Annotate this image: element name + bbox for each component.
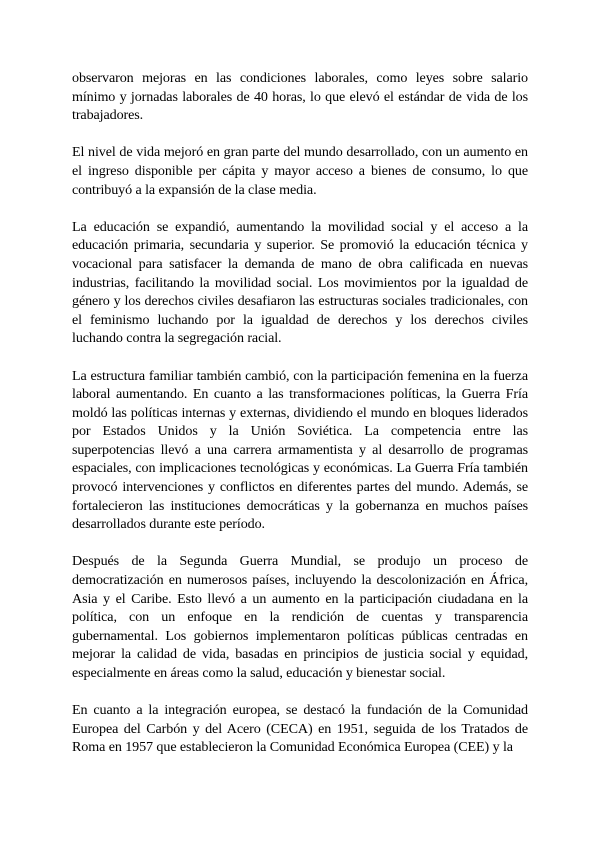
paragraph-4: La estructura familiar también cambió, con la participación femenina en la fuerza laboral aumentando. En cuanto a las transformaciones políticas, la Guerra Fría moldó las políticas internas y externas, dividiendo el mundo en bloques liderados por Estados Unidos y la Unión Soviética. La competencia entre las superpotencias llevó a una carrera armamentista y al desarrollo de programas espaciales, con implicaciones tecnológicas y económicas. La Guerra Fría también provocó intervenciones y conflictos en diferentes partes del mundo. Además, se fortalecieron las instituciones democráticas y la gobernanza en muchos países desarrollados durante este período. [72,367,528,533]
paragraph-5: Después de la Segunda Guerra Mundial, se produjo un proceso de democratización en numerosos países, incluyendo la descolonización en África, Asia y el Caribe. Esto llevó a un aumento en la participación ciudadana en la política, con un enfoque en la rendición de cuentas y transparencia gubernamental. Los gobiernos implementaron políticas públicas centradas en mejorar la calidad de vida, basadas en principios de justicia social y equidad, especialmente en áreas como la salud, educación y bienestar social. [72,553,528,681]
paragraph-6: En cuanto a la integración europea, se destacó la fundación de la Comunidad Europea del Carbón y del Acero (CECA) en 1951, seguida de los Tratados de Roma en 1957 que establecieron la Comunidad Económica Europea (CEE) y la [72,702,528,756]
paragraph-1: observaron mejoras en las condiciones laborales, como leyes sobre salario mínimo y jornadas laborales de 40 horas, lo que elevó el estándar de vida de los trabajadores. [72,70,528,124]
paragraph-3: La educación se expandió, aumentando la movilidad social y el acceso a la educación primaria, secundaria y superior. Se promovió la educación técnica y vocacional para satisfacer la demanda de mano de obra calificada en nuevas industrias, facilitando la movilidad social. Los movimientos por la igualdad de género y los derechos civiles desafiaron las estructuras sociales tradicionales, con el feminismo luchando por la igualdad de derechos y los derechos civiles luchando contra la segregación racial. [72,218,528,347]
paragraph-2: El nivel de vida mejoró en gran parte del mundo desarrollado, con un aumento en el ingreso disponible per cápita y mayor acceso a bienes de consumo, lo que contribuyó a la expansión de la clase media. [72,144,528,198]
